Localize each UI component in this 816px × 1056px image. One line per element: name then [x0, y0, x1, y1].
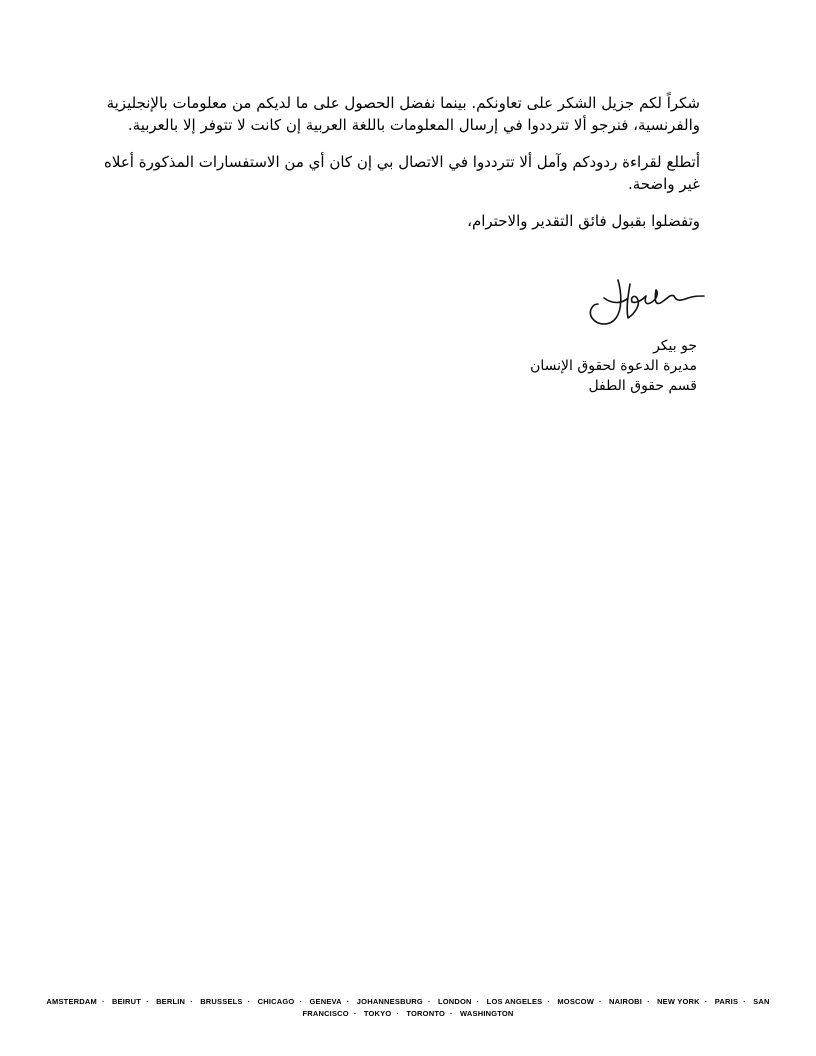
letter-body	[100, 92, 700, 232]
footer-city: TOKYO	[363, 1009, 392, 1018]
signer-title: مديرة الدعوة لحقوق الإنسان	[530, 358, 697, 374]
signer-name: جو بيكر	[653, 338, 697, 354]
footer-city: MOSCOW	[557, 997, 594, 1006]
paragraph-thanks: شكراً لكم جزيل الشكر على تعاونكم. بينما نفضل الحصول على ما لديكم من معلومات بالإنجليزية والفرنسية، فنرجو ألا تترددوا في إرسال المعلومات باللغة العربية إن كانت لا تتوفر إلا بالعربية.	[106, 94, 700, 134]
footer-city: GENEVA	[309, 997, 342, 1006]
footer-city: BERLIN	[156, 997, 186, 1006]
footer-city: CHICAGO	[257, 997, 295, 1006]
footer-city: NAIROBI	[608, 997, 643, 1006]
footer-city: AMSTERDAM	[46, 997, 97, 1006]
footer-city: JOHANNESBURG	[356, 997, 423, 1006]
footer-city: BEIRUT	[111, 997, 142, 1006]
paragraph-closing: وتفضلوا بقبول فائق التقدير والاحترام،	[467, 212, 700, 230]
footer-city: PARIS	[714, 997, 739, 1006]
footer-city: WASHINGTON	[460, 1009, 514, 1018]
signer-division: قسم حقوق الطفل	[588, 378, 697, 394]
footer-city: SAN FRANCISCO	[302, 997, 770, 1018]
footer-city: LOS ANGELES	[486, 997, 543, 1006]
footer-city: BRUSSELS	[200, 997, 243, 1006]
footer-city: LONDON	[437, 997, 472, 1006]
footer-city: NEW YORK	[657, 997, 700, 1006]
handwritten-signature	[578, 274, 708, 330]
signature-block	[400, 336, 697, 396]
paragraph-followup: أتطلع لقراءة ردودكم وآمل ألا تترددوا في الاتصال بي إن كان أي من الاستفسارات المذكورة أعلاه غير واضحة.	[104, 153, 700, 193]
footer-office-cities: AMSTERDAM · BEIRUT · BERLIN · BRUSSELS · CHICAGO · GENEVA · JOHANNESBURG · LONDON · LOS ANGELES · MOSCOW · NAIROBI · NEW YORK · PARIS · SAN FRANCISCO · TOKYO · TORONTO · WASHINGTON	[46, 997, 770, 1018]
footer-city: TORONTO	[406, 1009, 446, 1018]
